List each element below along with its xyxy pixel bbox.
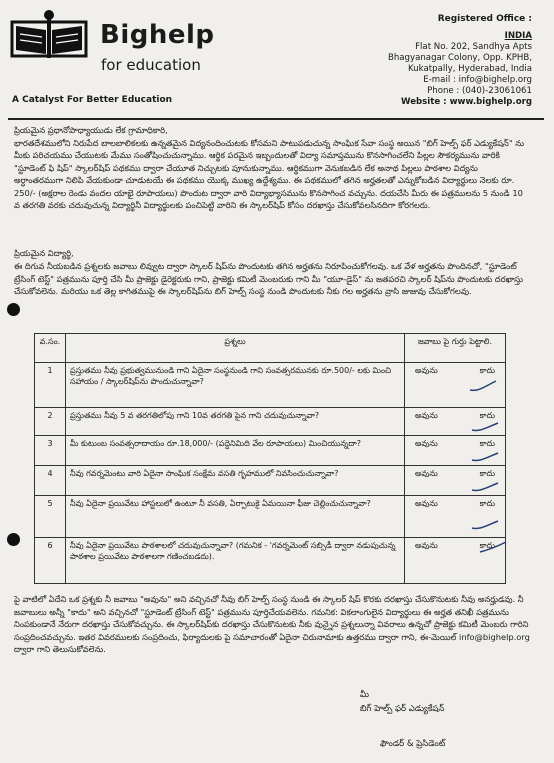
check-mark-icon [470, 518, 500, 532]
table-row [35, 496, 506, 538]
table-row [35, 538, 506, 584]
email-line: E-mail : info@bighelp.org [423, 75, 532, 85]
answer-no[interactable]: కాదు [479, 411, 495, 420]
address-block [332, 14, 532, 108]
eligibility-table [34, 333, 506, 584]
punch-hole [7, 533, 20, 546]
row-number: 6 [35, 538, 66, 584]
answer-yes[interactable]: అవును [415, 439, 438, 448]
row-number: 5 [35, 496, 66, 538]
answer-yes[interactable]: అవును [415, 499, 438, 508]
col-question-header: ప్రశ్నలు [66, 334, 405, 363]
header-divider [8, 118, 544, 120]
answer-no[interactable]: కాదు [479, 439, 495, 448]
answer-no[interactable]: కాదు [479, 541, 495, 550]
check-mark-icon [470, 420, 500, 434]
intro-paragraph: భారతదేశములోని నిరుపేద బాలబాలికలకు ఉన్నతమైన విద్యనందించుటకు కోసమని పాటుపడుచున్న సాంఘిక సేవా సంస్థ అయిన "బిగ్ హెల్ప్ ఫర్ ఎడ్యుకేషన్" ను మీకు పరిచయము చేయుటకు మేము సంతోషించుచున్నాము. ఆర్థిక పరమైన ఇబ్బందులతో విద్యా సమాప్తమును కొనసాగించలేని పిల్లల సౌకర్యమును వారికి "స్టూడెంట్ ఫి షిప్" స్కాలర్‌షిప్ పథకము ద్వారా చేయూత నిచ్చుటకు పూనుకున్నాము. ఆర్థికముగా వెనుకబడిన లేక అనాథ పిల్లలు పాఠశాల విద్యను అర్ధాంతరముగా నిలిపి వేయకుండా చూడుటయే ఈ పథకము యొక్క ముఖ్య ఉద్దేశ్యము. ఈ పథకములో తగిన అర్హతలతో ఎన్నుకోబడిన విద్యార్థులు నెలకు రూ. 250/- (అక్షరాల రెండు వందల యాభై రూపాయలు) పొందుట ద్వారా వారి విద్యాభ్యాసమును కొనసాగించ వచ్చును. దయచేసి మీరు ఈ పత్రములను 5 నుండి 10 వ తరగతి వరకు చదువుచున్న విద్యార్థినీ విద్యార్థులకు పంచిపెట్టి వారిని ఈ స్కాలర్‌షిప్ కోసం దరఖాస్తు చేసుకోవలసినదిగా కోరగలరు. [14, 137, 524, 210]
instruction-paragraph: ఈ దిగువ నీయబడిన ప్రశ్నలకు జవాబు లివ్వుట ద్వారా స్కాలర్ షిప్‌ను పొందుటకు తగిన అర్హతను నిరూపించుకోగలవు. ఒక వేళ అర్హతను పొందినచో, "స్టూడెంట్ ట్రేసింగ్ టెస్ట్" పత్రమును పూర్తి చేసి మీ ప్రాజెక్టు డైరెక్టరుకు గాని, ప్రాజెక్టు కమిటీ మెంబరుకు గాని మీ "యూ-డైస్" ను జతపరచి స్కాలర్ షిప్‌ను పొందుటకు దరఖాస్తు చేసుకోవలెను. మరియు ఒక తెల్ల కాగితముపై ఈ స్కాలర్‌షిప్‌ను బిగ్ హెల్ప్ సంస్థ నుండి పొందుటకు నీకు గల అర్హతను వ్రాసి జుజువు చేసుకోగలవు. [14, 261, 523, 296]
row-number: 2 [35, 408, 66, 436]
intro-section [14, 124, 529, 212]
country: INDIA [504, 31, 532, 41]
question-text: నీవు గవర్నమెంటు వారి ఏదైనా సాంఘిక సంక్షేమ వసతి గృహములో నివసించుచున్నావా? [66, 466, 405, 496]
website-line: Website : www.bighelp.org [401, 97, 532, 107]
answer-yes[interactable]: అవును [415, 411, 438, 420]
answer-no[interactable]: కాదు [479, 366, 495, 375]
brand-name: Bighelp [100, 20, 215, 50]
bighelp-logo [10, 8, 88, 64]
greeting: ప్రియమైన ప్రధానోపాధ్యాయుడు లేక గ్రామాధికారి, [14, 125, 168, 135]
tagline: A Catalyst For Better Education [12, 95, 173, 105]
table-row [35, 436, 506, 466]
answer-yes[interactable]: అవును [415, 366, 438, 375]
address-line: Flat No. 202, Sandhya Apts [415, 42, 532, 52]
registered-office-label: Registered Office : [437, 14, 532, 24]
check-mark-icon [470, 450, 500, 464]
table-row [35, 408, 506, 436]
brand-subtitle: for education [101, 56, 201, 74]
answer-no[interactable]: కాదు [479, 499, 495, 508]
address-line: Bhagyanagar Colony, Opp. KPHB, [387, 53, 532, 63]
check-mark-icon [478, 540, 508, 554]
check-mark-icon [470, 480, 500, 494]
answer-yes[interactable]: అవును [415, 541, 438, 550]
question-text: నీవు ఏదైనా ప్రయివేటు పాఠశాలలో చదువుచున్నావా? (గమనిక - 'గవర్నమెంట్ సబ్సిడీ ద్వారా నడుపుచున్న పాఠశాల ప్రయివేటు పాఠశాలగా గణించబడదు). [66, 538, 405, 584]
phone-line: Phone : (040)-23061061 [427, 86, 532, 96]
address-line: Kukatpally, Hyderabad, India [408, 64, 532, 74]
question-text: ప్రస్తుతము నీవు 5 వ తరగతిలోపు గాని 10వ తరగతి పైన గాని చదువుచున్నావా? [66, 408, 405, 436]
punch-hole [7, 303, 20, 316]
question-text: మీ కుటుంబ సంవత్సరాదాయం రూ.18,000/- (పద్దెనిమిది వేల రూపాయలు) మించియున్నదా? [66, 436, 405, 466]
check-mark-icon [468, 378, 498, 394]
row-number: 1 [35, 363, 66, 408]
col-answer-header: జవాబు పై గుర్తు పెట్టాలి. [405, 334, 506, 363]
answer-no[interactable]: కాదు [479, 469, 495, 478]
table-row [35, 363, 506, 408]
student-greeting: ప్రియమైన విద్యార్థి, [14, 248, 74, 258]
row-number: 3 [35, 436, 66, 466]
question-text: నీవు ఏదైనా ప్రయివేటు హాస్టలులో ఉంటూ నీ వసతి, ఏర్పాటుకై ఏమయినా ఫీజు చెల్లించుచున్నావా? [66, 496, 405, 538]
signature-org: బిగ్ హెల్ప్ ఫర్ ఎడ్యుకేషన్ [360, 704, 445, 714]
table-row [35, 466, 506, 496]
row-number: 4 [35, 466, 66, 496]
question-text: ప్రస్తుతము నీవు ప్రభుత్వమునుండి గాని ఏదైనా సంస్థనుండి గాని సంవత్సరమునకు రూ.500/- లకు మించి సహాయం / స్కాలర్‌షిప్‌ను పొందుచున్నావా? [66, 363, 405, 408]
col-number-header: వ.సం. [35, 334, 66, 363]
table-header-row [35, 334, 506, 363]
sign-off: మీ [360, 690, 369, 700]
footer-paragraph: పై వాటిలో ఏదేని ఒక ప్రశ్నకు నీ జవాబు "అవును" అని వచ్చినచో నీవు బిగ్ హెల్ప్ సంస్థ నుండి ఈ స్కాలర్ షిప్ కొరకు దరఖాస్తు చేసుకొనుటకు నీవు అనర్హుడవు. నీ జవాబులు అన్నీ "కాదు" అని వచ్చినచో "స్టూడెంట్ ట్రేసింగ్ టెస్ట్" పత్రమును పూర్తిచేయవలెను. గమనిక: వికలాంగులైన విద్యార్థులు ఈ అర్హత తనిఖీ పత్రమును నింపకుండానే నేరుగా దరఖాస్తు చేసుకోవచ్చును. ఈ స్కాలర్‌షిప్‌కు దరఖాస్తు చేసుకొనుటకు నీకు వున్నైన ప్రశ్నలున్నా వివరాలు ఉన్నచో ప్రాజెక్టు కమిటీ మెంబరు గారిని సంప్రదించవచ్చును. ఇతర వివరములకు సంప్రదించు, ఫిర్యాదులకు పై సమాచారంతో ఏదైనా చిరునామాకు ఉత్తరము ద్వారా గాని, ఈ-మెయిల్ info@bighelp.org ద్వారా గాని తెలుసుకోవలెను. [14, 594, 530, 654]
signature-title: ఫౌండర్ & ప్రెసిడెంట్ [380, 739, 446, 749]
answer-yes[interactable]: అవును [415, 469, 438, 478]
